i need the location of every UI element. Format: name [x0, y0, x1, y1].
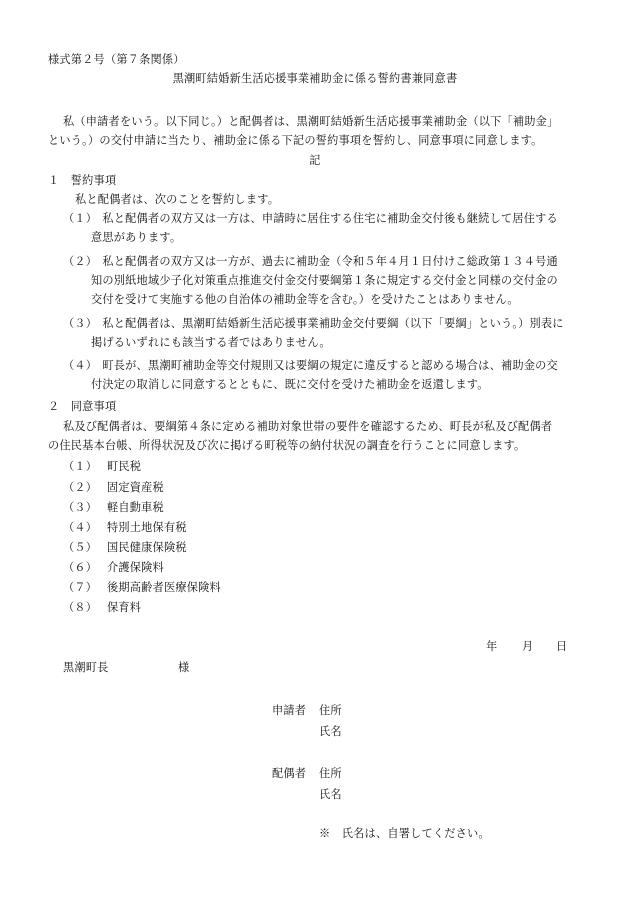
section2-lead-2: の住民基本台帳、所得状況及び次に掲げる町税等の納付状況の調査を行うことに同意します。 — [48, 439, 526, 452]
pledge-item-text: 意思があります。 — [91, 231, 182, 244]
pledge-item-text: 私と配偶者の双方又は一方が、過去に補助金（令和５年４月１日付けこ総政第１３４号通 — [91, 255, 558, 268]
consent-item-label: 介護保険料 — [107, 561, 164, 574]
date-day-label: 日 — [556, 640, 568, 653]
consent-item-number: （２） — [63, 481, 98, 494]
consent-item-label: 固定資産税 — [107, 481, 164, 494]
signature-note: ※ 氏名は、自署してください。 — [319, 827, 490, 840]
section1-lead: 私と配偶者は、次のことを誓約します。 — [75, 193, 280, 206]
spouse-name-label: 氏名 — [319, 788, 342, 801]
applicant-role: 申請者 — [272, 704, 307, 717]
section2-lead-1: 私及び配偶者は、要綱第４条に定める補助対象世帯の要件を確認するため、町長が私及び配偶者 — [63, 420, 553, 433]
consent-item-label: 軽自動車税 — [107, 501, 164, 514]
form-number: 様式第２号（第７条関係） — [48, 53, 185, 66]
applicant-name-label: 氏名 — [319, 725, 342, 738]
consent-item-number: （７） — [63, 581, 98, 594]
ki-label: 記 — [309, 154, 321, 167]
date-year-label: 年 — [486, 640, 498, 653]
pledge-item-number: （３） — [63, 317, 98, 330]
date-month-label: 月 — [522, 640, 534, 653]
consent-item-label: 保育料 — [107, 601, 142, 614]
pledge-item-text: 私と配偶者は、黒潮町結婚新生活応援事業補助金交付要綱（以下「要綱」という。）別表に — [91, 317, 564, 330]
consent-item-number: （１） — [63, 460, 98, 473]
document-title: 黒潮町結婚新生活応援事業補助金に係る誓約書兼同意書 — [172, 72, 458, 85]
addressee-name: 黒潮町長 — [63, 661, 109, 674]
pledge-item-number: （２） — [63, 255, 98, 268]
pledge-item-text: 町長が、黒潮町補助金等交付規則又は要綱の規定に違反すると認める場合は、補助金の交 — [91, 359, 558, 372]
consent-item-number: （５） — [63, 541, 98, 554]
pledge-item-number: （１） — [63, 212, 98, 225]
consent-item-label: 国民健康保険税 — [107, 541, 187, 554]
spouse-address-label: 住所 — [319, 767, 342, 780]
intro-line-1: 私（申請者をいう。以下同じ。）と配偶者は、黒潮町結婚新生活応援事業補助金（以下「補助金」 — [63, 115, 559, 128]
pledge-item-text: 知の別紙地域少子化対策重点推進交付金交付要綱第１条に規定する交付金と同様の交付金の — [91, 274, 558, 287]
applicant-address-label: 住所 — [319, 704, 342, 717]
pledge-item-text: 付決定の取消しに同意するとともに、既に交付を受けた補助金を返還します。 — [91, 378, 489, 391]
section1-heading: １ 誓約事項 — [48, 174, 117, 187]
pledge-item-number: （４） — [63, 359, 98, 372]
section2-heading: ２ 同意事項 — [48, 400, 117, 413]
consent-item-number: （８） — [63, 601, 98, 614]
consent-item-number: （４） — [63, 521, 98, 534]
intro-line-2: という。）の交付申請に当たり、補助金に係る下記の誓約事項を誓約し、同意事項に同意します。 — [48, 134, 543, 147]
consent-item-label: 特別土地保有税 — [107, 521, 187, 534]
consent-item-label: 町民税 — [107, 460, 142, 473]
addressee-honorific: 様 — [178, 661, 190, 674]
spouse-role: 配偶者 — [272, 767, 307, 780]
consent-item-number: （３） — [63, 501, 98, 514]
consent-item-label: 後期高齢者医療保険料 — [107, 581, 221, 594]
pledge-item-text: 交付を受けて実施する他の自治体の補助金等を含む。）を受けたことはありません。 — [91, 293, 519, 306]
consent-item-number: （６） — [63, 561, 98, 574]
pledge-item-text: 私と配偶者の双方又は一方は、申請時に居住する住宅に補助金交付後も継続して居住する — [91, 212, 558, 225]
pledge-item-text: 掲げるいずれにも該当する者ではありません。 — [91, 336, 331, 349]
